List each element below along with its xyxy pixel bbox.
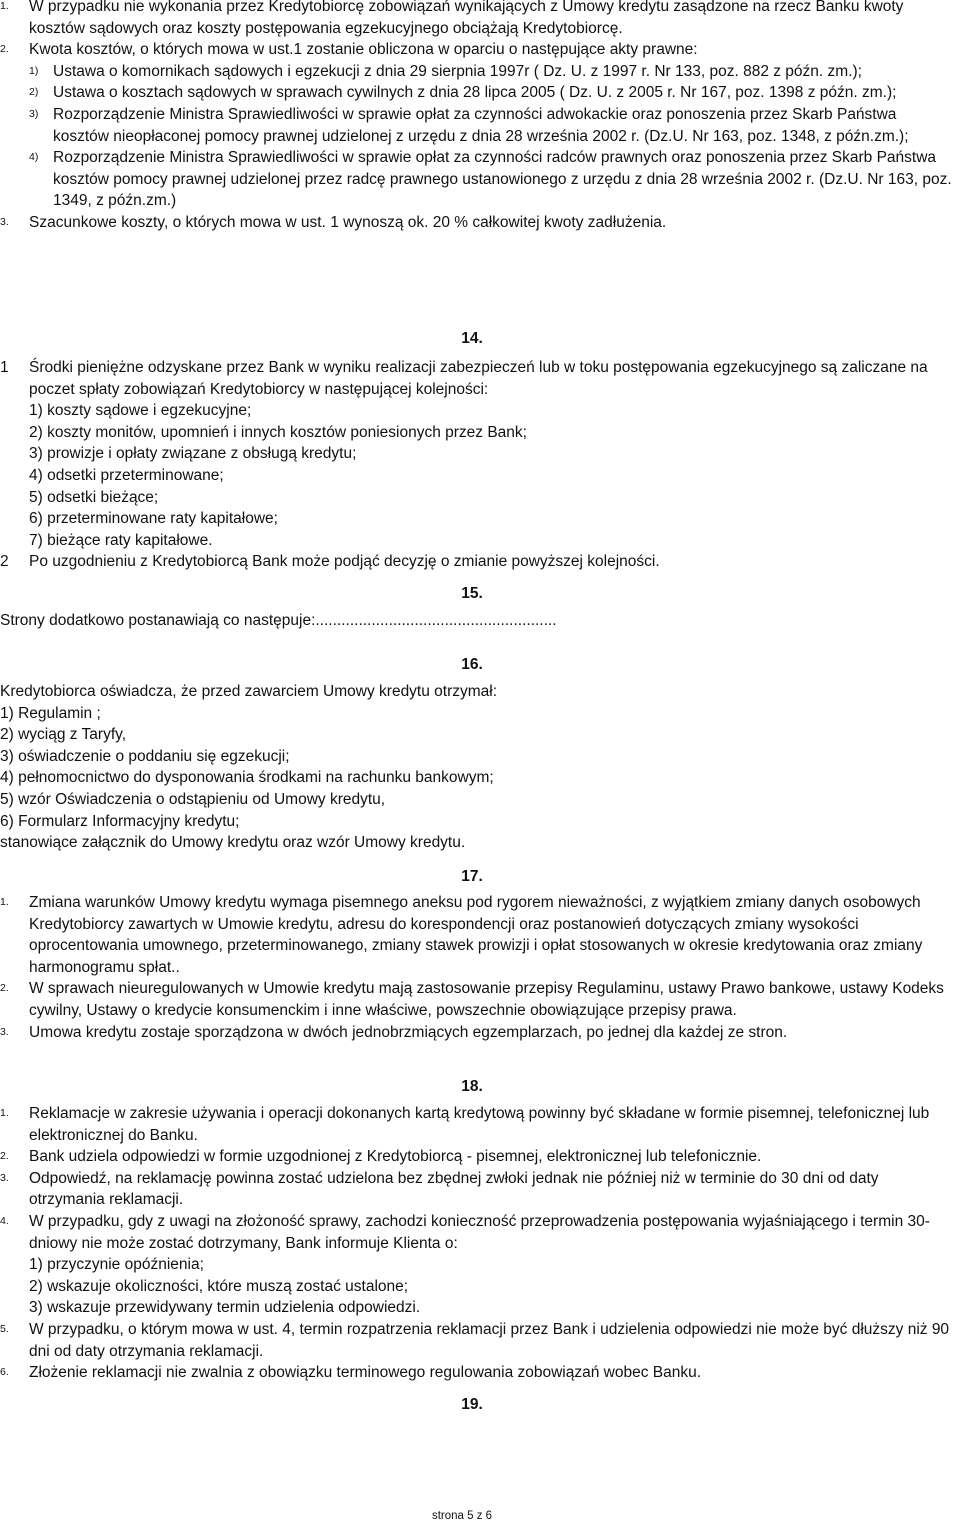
item-number: 5. <box>0 1322 9 1335</box>
list-item: 6) przeterminowane raty kapitałowe; <box>29 510 278 528</box>
act-text: Ustawa o kosztach sądowych w sprawach cywilnych z dnia 28 lipca 2005 ( Dz. U. z 2005 r. Nr 167, poz. 1398 z późn. zm.); <box>53 84 897 102</box>
item-number: 3. <box>0 215 9 228</box>
page-number-footer: strona 5 z 6 <box>431 1510 493 1522</box>
item-number: 1. <box>0 896 9 908</box>
section-13 <box>0 0 960 234</box>
section-16 <box>0 681 960 854</box>
s16-outro: stanowiące załącznik do Umowy kredytu oraz wzór Umowy kredytu. <box>0 834 466 852</box>
s18-sub-item: 1) przyczynie opóźnienia; <box>29 1256 204 1274</box>
s13-item-3 <box>0 212 960 234</box>
item-text: W przypadku nie wykonania przez Kredytobiorcę zobowiązań wynikających z Umowy kredytu zasądzone na rzecz Banku kwoty kosztów sądowych oraz koszty postępowania egzekucyjnego obciążają Kredytobiorcę. <box>29 0 904 37</box>
s14-paragraph-2 <box>0 551 960 573</box>
list-item: 3) oświadczenie o poddaniu się egzekucji; <box>0 747 290 765</box>
list-item: 2) wyciąg z Taryfy, <box>0 726 127 744</box>
list-item: 4) odsetki przeterminowane; <box>29 466 224 484</box>
item-number: 3. <box>0 1025 9 1038</box>
section-19-heading: 19. <box>461 1396 483 1413</box>
s18-item-6 <box>0 1362 960 1384</box>
act-text: Rozporządzenie Ministra Sprawiedliwości w sprawie opłat za czynności radców prawnych oraz ponoszenia przez Skarb Państwa kosztów pomocy prawnej udzielonej przez radcę prawnego ustanowionego z urzędu z dnia 28 września 2002 r. (Dz.U. Nr 163, poz. 1349, z późn.zm.) <box>53 149 952 210</box>
item-number: 2. <box>0 982 9 995</box>
paragraph-number: 1 <box>0 359 9 376</box>
item-text: W przypadku, gdy z uwagi na złożoność sprawy, zachodzi konieczność przeprowadzenia postępowania wyjaśniającego i termin 30-dniowy nie może zostać dotrzymany, Bank informuje Klienta o: <box>29 1212 930 1252</box>
section-18-heading: 18. <box>461 1078 483 1095</box>
s13-item-1 <box>0 0 960 39</box>
s14-paragraph-1 <box>0 357 960 400</box>
item-text: Umowa kredytu zostaje sporządzona w dwóch jednobrzmiących egzemplarzach, po jednej dla każdej ze stron. <box>29 1023 788 1041</box>
list-item: 2) koszty monitów, upomnień i innych kosztów poniesionych przez Bank; <box>29 423 527 441</box>
s18-item-3 <box>0 1168 960 1211</box>
item-number: 3. <box>0 1171 9 1184</box>
section-14-heading: 14. <box>461 330 483 347</box>
section-17 <box>0 892 960 1043</box>
s17-item-3 <box>0 1022 960 1044</box>
s18-item-1 <box>0 1103 960 1146</box>
list-item: 4) pełnomocnictwo do dysponowania środkami na rachunku bankowym; <box>0 769 494 787</box>
act-number: 3) <box>29 107 39 120</box>
list-item: 1) koszty sądowe i egzekucyjne; <box>29 402 252 420</box>
section-14 <box>0 357 960 573</box>
act-text: Ustawa o komornikach sądowych i egzekucji z dnia 29 sierpnia 1997r ( Dz. U. z 1997 r. Nr 133, poz. 882 z późn. zm.); <box>53 62 862 80</box>
s17-item-2 <box>0 978 960 1021</box>
paragraph-text: Po uzgodnieniu z Kredytobiorcą Bank może podjąć decyzję o zmianie powyższej kolejności. <box>29 553 660 571</box>
s13-item-2 <box>0 39 960 61</box>
item-number: 6. <box>0 1366 9 1379</box>
item-text: Złożenie reklamacji nie zwalnia z obowiązku terminowego regulowania zobowiązań wobec Banku. <box>29 1364 702 1382</box>
list-item: 1) Regulamin ; <box>0 704 101 722</box>
s13-act-2 <box>0 82 960 104</box>
item-text: Reklamacje w zakresie używania i operacji dokonanych kartą kredytową powinny być składane w formie pisemnej, telefonicznej lub elektronicznej do Banku. <box>29 1105 930 1144</box>
item-number: 4. <box>0 1214 9 1227</box>
paragraph-text: Środki pieniężne odzyskane przez Bank w wyniku realizacji zabezpieczeń lub w toku postępowania egzekucyjnego są zaliczane na poczet spłaty zobowiązań Kredytobiorcy w następującej kolejności: <box>29 359 928 398</box>
section-16-heading: 16. <box>461 656 483 673</box>
act-text: Rozporządzenie Ministra Sprawiedliwości w sprawie opłat za czynności adwokackie oraz ponoszenia przez Skarb Państwa kosztów nieopłaconej pomocy prawnej udzielonej z urzędu z dnia 28 września 2002 r. (Dz.U. Nr 163, poz. 1348, z późn.zm.); <box>53 105 909 145</box>
item-text: Szacunkowe koszty, o których mowa w ust. 1 wynoszą ok. 20 % całkowitej kwoty zadłużenia. <box>29 213 667 231</box>
s18-sub-item: 3) wskazuje przewidywany termin udzielenia odpowiedzi. <box>29 1299 421 1317</box>
s18-item-2 <box>0 1146 960 1168</box>
section-15-heading: 15. <box>461 585 483 602</box>
s14-order-list <box>0 400 960 551</box>
s13-act-4 <box>0 147 960 212</box>
item-text: W przypadku, o którym mowa w ust. 4, termin rozpatrzenia reklamacji przez Bank i udzielenia odpowiedzi nie może być dłuższy niż 90 dni od daty otrzymania reklamacji. <box>29 1320 950 1360</box>
list-item: 3) prowizje i opłaty związane z obsługą kredytu; <box>29 445 357 463</box>
act-number: 2) <box>29 86 39 99</box>
item-number: 1. <box>0 1107 9 1119</box>
paragraph-number: 2 <box>0 553 9 571</box>
act-number: 1) <box>29 64 39 77</box>
act-number: 4) <box>29 151 39 164</box>
s16-intro: Kredytobiorca oświadcza, że przed zawarciem Umowy kredytu otrzymał: <box>0 683 498 700</box>
section-15-text: Strony dodatkowo postanawiają co następuje:........................................................ <box>0 612 557 629</box>
item-number: 2. <box>0 43 9 56</box>
list-item: 6) Formularz Informacyjny kredytu; <box>0 812 240 830</box>
s18-sub-item: 2) wskazuje okoliczności, które muszą zostać ustalone; <box>29 1277 409 1295</box>
item-text: Odpowiedź, na reklamację powinna zostać udzielona bez zbędnej zwłoki jednak nie później niż w terminie do 30 dni od daty otrzymania reklamacji. <box>29 1169 879 1209</box>
item-text: Kwota kosztów, o których mowa w ust.1 zostanie obliczona w oparciu o następujące akty prawne: <box>29 41 698 59</box>
s18-item-5 <box>0 1319 960 1362</box>
list-item: 5) odsetki bieżące; <box>29 488 159 506</box>
item-text: W sprawach nieuregulowanych w Umowie kredytu mają zastosowanie przepisy Regulaminu, ustawy Prawo bankowe, ustawy Kodeks cywilny, Ustawy o kredycie konsumenckim i inne właściwe, powszechnie obowiązujące przepisy prawa. <box>29 980 944 1019</box>
s13-act-3 <box>0 104 960 147</box>
s17-item-1 <box>0 892 960 978</box>
list-item: 7) bieżące raty kapitałowe. <box>29 531 213 549</box>
s13-act-1 <box>0 61 960 83</box>
item-text: Bank udziela odpowiedzi w formie uzgodnionej z Kredytobiorcą - pisemnej, elektronicznej lub telefonicznie. <box>29 1148 762 1166</box>
section-18 <box>0 1103 960 1384</box>
list-item: 5) wzór Oświadczenia o odstąpieniu od Umowy kredytu, <box>0 790 386 808</box>
s18-item-4 <box>0 1211 960 1254</box>
section-17-heading: 17. <box>461 868 483 885</box>
item-number: 2. <box>0 1150 9 1163</box>
item-text: Zmiana warunków Umowy kredytu wymaga pisemnego aneksu pod rygorem nieważności, z wyjątkiem zmiany danych osobowych Kredytobiorcy zawartych w Umowie kredytu, adresu do korespondencji oraz postanowień dotyczących zmiany wysokości oprocentowania umownego, przeterminowanego, zmiany stawek prowizji i opłat stosowanych w okresie kredytowania oraz zmiany harmonogramu spłat.. <box>29 894 923 976</box>
item-number: 1. <box>0 0 9 12</box>
